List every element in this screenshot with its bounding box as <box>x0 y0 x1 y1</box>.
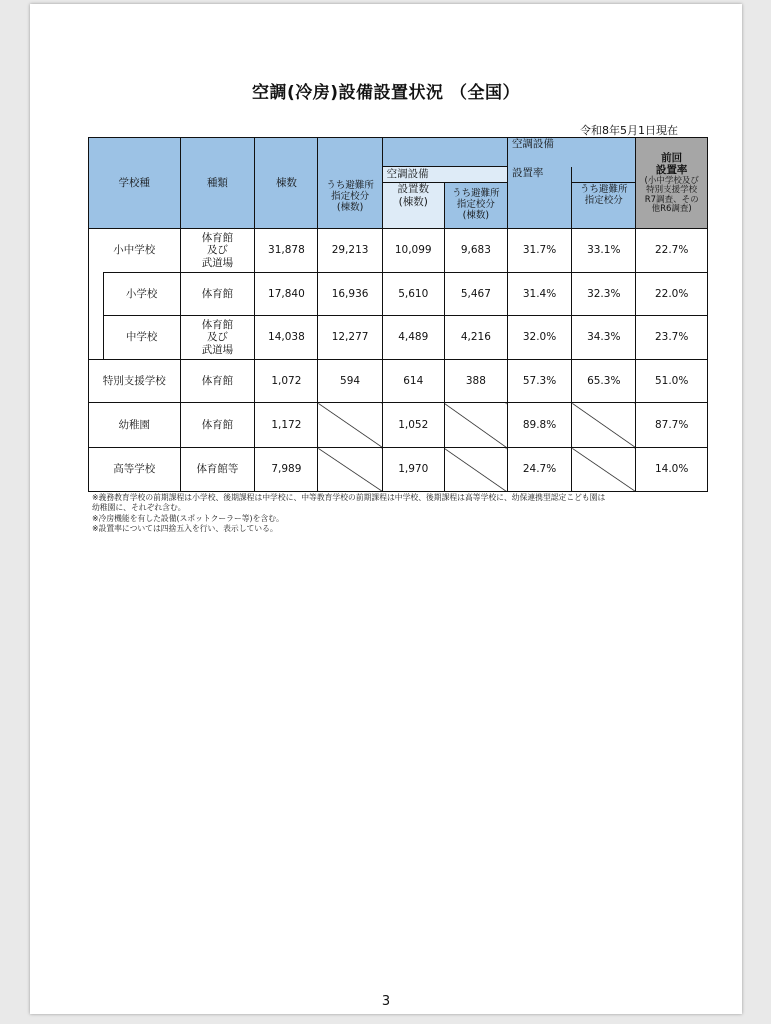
table-row <box>89 229 708 273</box>
row-kind-line2: 及び <box>206 331 228 344</box>
header-blank-1 <box>318 138 382 167</box>
row-prev: 51.0% <box>636 360 708 403</box>
row-rate-evac: 32.3% <box>572 273 636 316</box>
row-kind-line1: 体育館 <box>201 318 234 331</box>
header-kind: 種類 <box>180 138 255 229</box>
header-ac-evac-line1: うち避難所 <box>452 188 500 200</box>
header-rate-group <box>507 138 635 167</box>
row-kind: 体育館 <box>180 273 255 316</box>
footnotes <box>92 493 712 534</box>
row-evac: 16,936 <box>318 273 382 316</box>
header-evac-line3: (棟数) <box>336 201 364 213</box>
row-rate: 24.7% <box>507 448 571 492</box>
row-ac-evac: 5,467 <box>444 273 507 316</box>
row-kind <box>180 229 255 273</box>
row-school: 小中学校 <box>89 229 181 273</box>
document-page <box>30 4 742 1014</box>
header-prev-line1: 前回 <box>661 151 683 164</box>
row-school: 高等学校 <box>89 448 181 492</box>
row-buildings: 31,878 <box>255 229 318 273</box>
row-evac-na <box>318 448 382 492</box>
row-school: 幼稚園 <box>89 403 181 448</box>
row-evac: 29,213 <box>318 229 382 273</box>
header-prev-note4: 他R6調査) <box>651 203 692 214</box>
header-prev-line2: 設置率 <box>655 164 688 177</box>
row-ac: 614 <box>382 360 444 403</box>
row-prev: 22.7% <box>636 229 708 273</box>
header-prev-note1: (小中学校及び <box>644 175 699 186</box>
row-prev: 14.0% <box>636 448 708 492</box>
footnote: 幼稚園に、それぞれ含む。 <box>92 503 186 513</box>
row-kind: 体育館 <box>180 403 255 448</box>
row-school: 中学校 <box>103 316 180 360</box>
row-ac-evac-na <box>444 448 507 492</box>
row-kind <box>180 316 255 360</box>
header-school-type: 学校種 <box>89 138 181 229</box>
table-row <box>89 448 708 492</box>
row-school: 特別支援学校 <box>89 360 181 403</box>
header-buildings: 棟数 <box>255 138 318 229</box>
row-evac: 12,277 <box>318 316 382 360</box>
header-rate-line2: 設置率 <box>507 167 571 183</box>
row-buildings: 17,840 <box>255 273 318 316</box>
header-ac-group: 空調設備 <box>382 167 507 183</box>
table-row <box>89 360 708 403</box>
row-prev: 23.7% <box>636 316 708 360</box>
row-buildings: 7,989 <box>255 448 318 492</box>
row-ac-evac-na <box>444 403 507 448</box>
header-blank-3 <box>572 167 636 183</box>
ac-installation-table <box>88 137 708 492</box>
header-ac-count-line1: 設置数 <box>397 183 429 195</box>
header-prev-note2: 特別支援学校 <box>646 185 698 196</box>
header-blank-2 <box>382 138 507 167</box>
row-kind: 体育館等 <box>180 448 255 492</box>
row-ac-evac: 4,216 <box>444 316 507 360</box>
row-ac: 1,970 <box>382 448 444 492</box>
page-title: 空調(冷房)設備設置状況 （全国） <box>252 83 520 103</box>
row-evac: 594 <box>318 360 382 403</box>
row-rate-evac-na <box>572 448 636 492</box>
header-ac-evac-line2: 指定校分 <box>456 199 495 211</box>
header-evac-buildings <box>318 167 382 229</box>
row-ac: 5,610 <box>382 273 444 316</box>
header-prev-note3: R7調査、その <box>644 194 699 205</box>
header-prev-rate <box>636 138 708 229</box>
indent-spacer <box>89 273 104 360</box>
header-evac-line1: うち避難所 <box>326 179 374 191</box>
table-row <box>89 273 708 316</box>
as-of-date: 令和8年5月1日現在 <box>580 124 678 137</box>
row-rate: 89.8% <box>507 403 571 448</box>
row-ac-evac: 388 <box>444 360 507 403</box>
footnote: ※設置率については四捨五入を行い、表示している。 <box>92 523 278 533</box>
row-kind-line2: 及び <box>206 244 228 257</box>
header-rate-evac-line1: うち避難所 <box>579 184 628 195</box>
header-evac-line2: 指定校分 <box>331 190 370 202</box>
row-rate: 32.0% <box>507 316 571 360</box>
header-ac-evac-line3: (棟数) <box>462 209 490 221</box>
row-rate-evac: 65.3% <box>572 360 636 403</box>
header-ac-count-line2: (棟数) <box>398 195 428 208</box>
row-ac-evac: 9,683 <box>444 229 507 273</box>
row-kind: 体育館 <box>180 360 255 403</box>
row-prev: 87.7% <box>636 403 708 448</box>
row-rate: 31.4% <box>507 273 571 316</box>
header-rate-evac <box>572 183 636 229</box>
row-kind-line3: 武道場 <box>201 256 234 269</box>
page-number: 3 <box>381 994 391 1009</box>
header-ac-evac <box>444 183 507 229</box>
row-buildings: 14,038 <box>255 316 318 360</box>
row-rate: 57.3% <box>507 360 571 403</box>
header-blank-4 <box>507 183 571 229</box>
header-rate-evac-line2: 指定校分 <box>584 194 623 206</box>
row-buildings: 1,072 <box>255 360 318 403</box>
row-kind-line1: 体育館 <box>201 231 234 244</box>
header-rate-line1: 空調設備 <box>511 138 554 150</box>
row-ac: 10,099 <box>382 229 444 273</box>
row-rate-evac-na <box>572 403 636 448</box>
row-ac: 1,052 <box>382 403 444 448</box>
footnote: ※義務教育学校の前期課程は小学校、後期課程は中学校に、中等教育学校の前期課程は中学校、後期課程は高等学校に、幼保連携型認定こども園は <box>92 493 606 502</box>
row-prev: 22.0% <box>636 273 708 316</box>
row-rate: 31.7% <box>507 229 571 273</box>
row-buildings: 1,172 <box>255 403 318 448</box>
row-kind-line3: 武道場 <box>201 343 234 356</box>
row-rate-evac: 34.3% <box>572 316 636 360</box>
table-row <box>89 316 708 360</box>
row-ac: 4,489 <box>382 316 444 360</box>
footnote: ※冷房機能を有した設備(スポットクーラー等)を含む。 <box>92 513 284 523</box>
row-school: 小学校 <box>103 273 180 316</box>
row-evac-na <box>318 403 382 448</box>
table-row <box>89 403 708 448</box>
row-rate-evac: 33.1% <box>572 229 636 273</box>
header-ac-count <box>382 183 444 229</box>
